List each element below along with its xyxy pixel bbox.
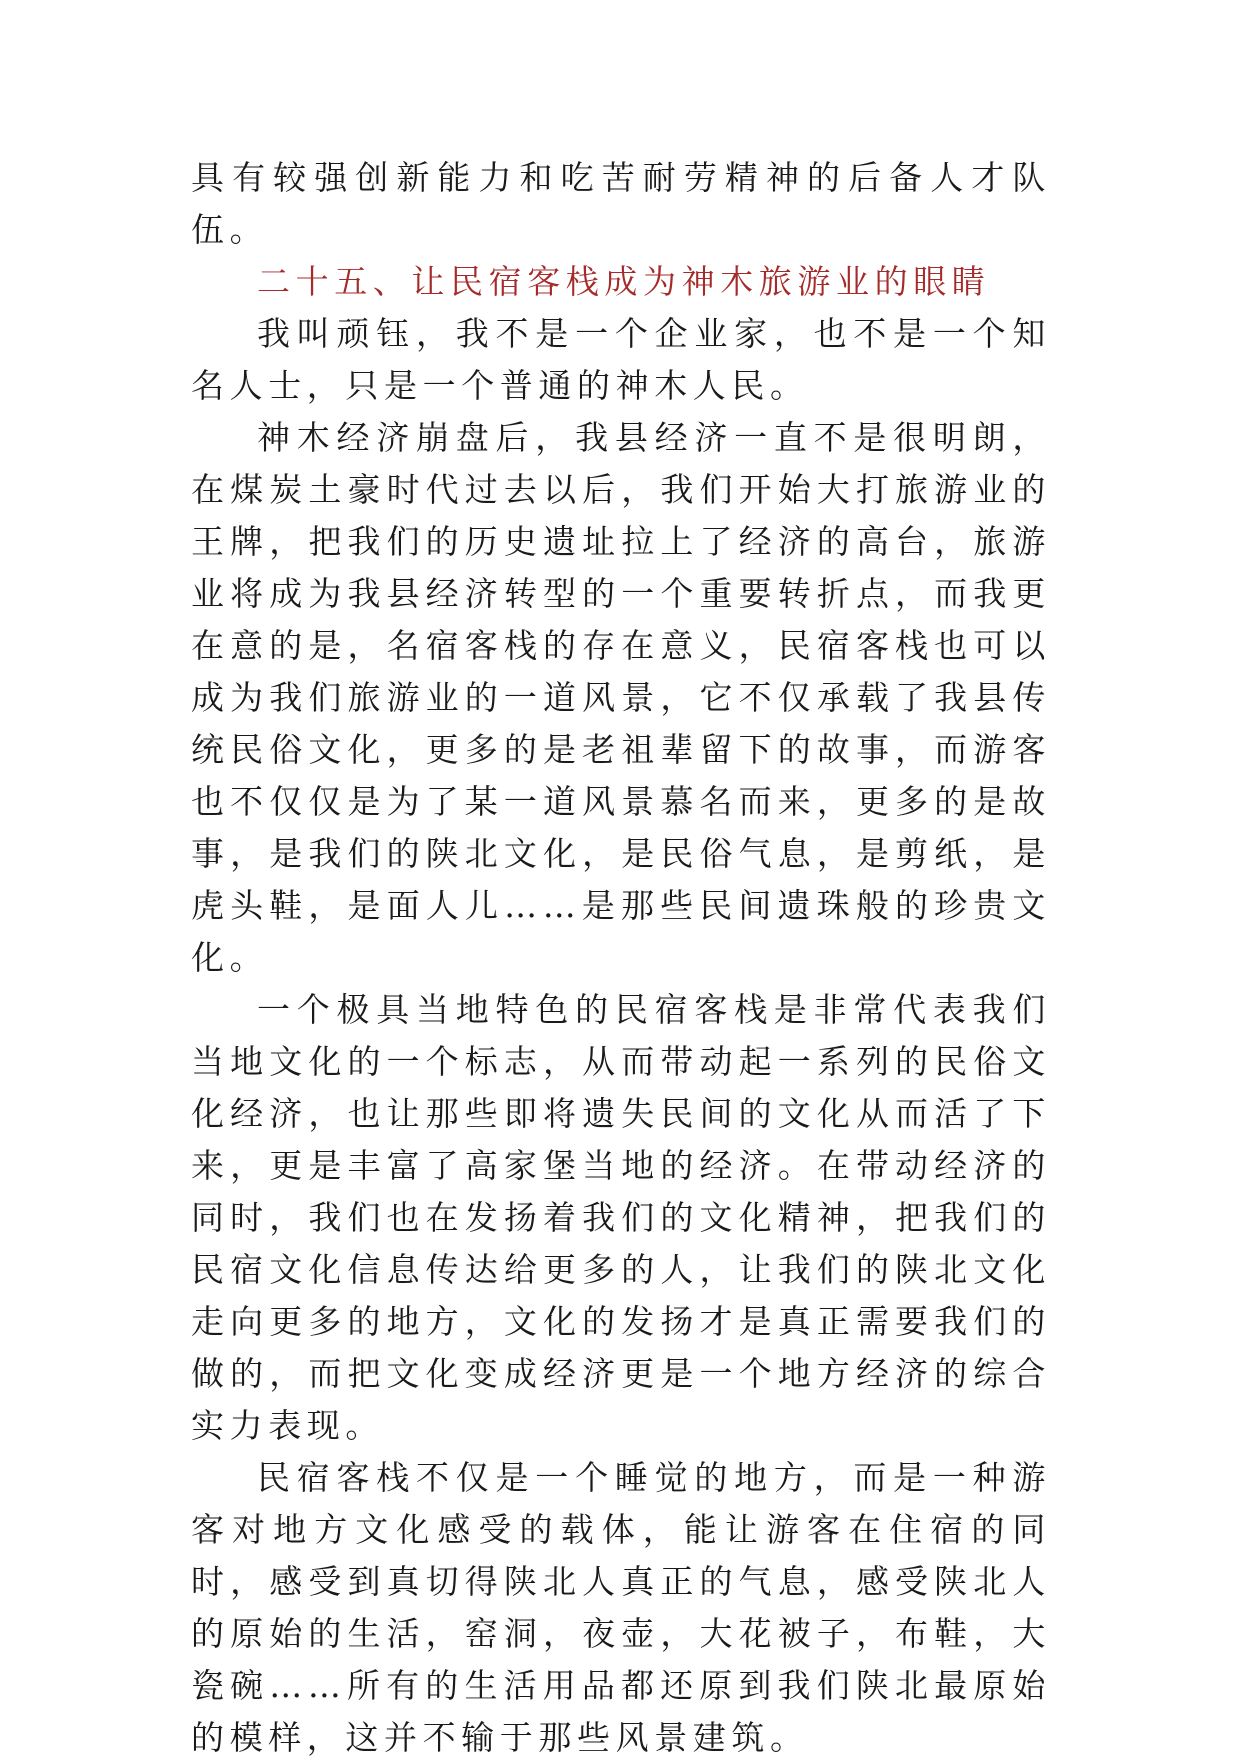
continuation-paragraph: 具有较强创新能力和吃苦耐劳精神的后备人才队伍。 (191, 158, 1051, 249)
paragraph-intro: 我叫顽钰，我不是一个企业家，也不是一个知名人士，只是一个普通的神木人民。 (191, 314, 1051, 405)
section-heading: 二十五、让民宿客栈成为神木旅游业的眼睛 (257, 262, 991, 301)
document-page (191, 152, 1051, 1764)
paragraph-tourism: 神木经济崩盘后，我县经济一直不是很明朗，在煤炭土豪时代过去以后，我们开始大打旅游业的王牌，把我们的历史遗址拉上了经济的高台，旅游业将成为我县经济转型的一个重要转折点，而我更在意的是，名宿客栈的存在意义，民宿客栈也可以成为我们旅游业的一道风景，它不仅承载了我县传统民俗文化，更多的是老祖辈留下的故事，而游客也不仅仅是为了某一道风景慕名而来，更多的是故事，是我们的陕北文化，是民俗气息，是剪纸，是虎头鞋，是面人儿……是那些民间遗珠般的珍贵文化。 (191, 418, 1051, 977)
paragraph-experience: 民宿客栈不仅是一个睡觉的地方，而是一种游客对地方文化感受的载体，能让游客在住宿的同时，感受到真切得陕北人真正的气息，感受陕北人的原始的生活，窑洞，夜壶，大花被子，布鞋，大瓷碗……所有的生活用品都还原到我们陕北最原始的模样，这并不输于那些风景建筑。 (191, 1458, 1051, 1757)
paragraph-culture: 一个极具当地特色的民宿客栈是非常代表我们当地文化的一个标志，从而带动起一系列的民俗文化经济，也让那些即将遗失民间的文化从而活了下来，更是丰富了高家堡当地的经济。在带动经济的同时，我们也在发扬着我们的文化精神，把我们的民宿文化信息传达给更多的人，让我们的陕北文化走向更多的地方，文化的发扬才是真正需要我们的做的，而把文化变成经济更是一个地方经济的综合实力表现。 (191, 990, 1051, 1445)
